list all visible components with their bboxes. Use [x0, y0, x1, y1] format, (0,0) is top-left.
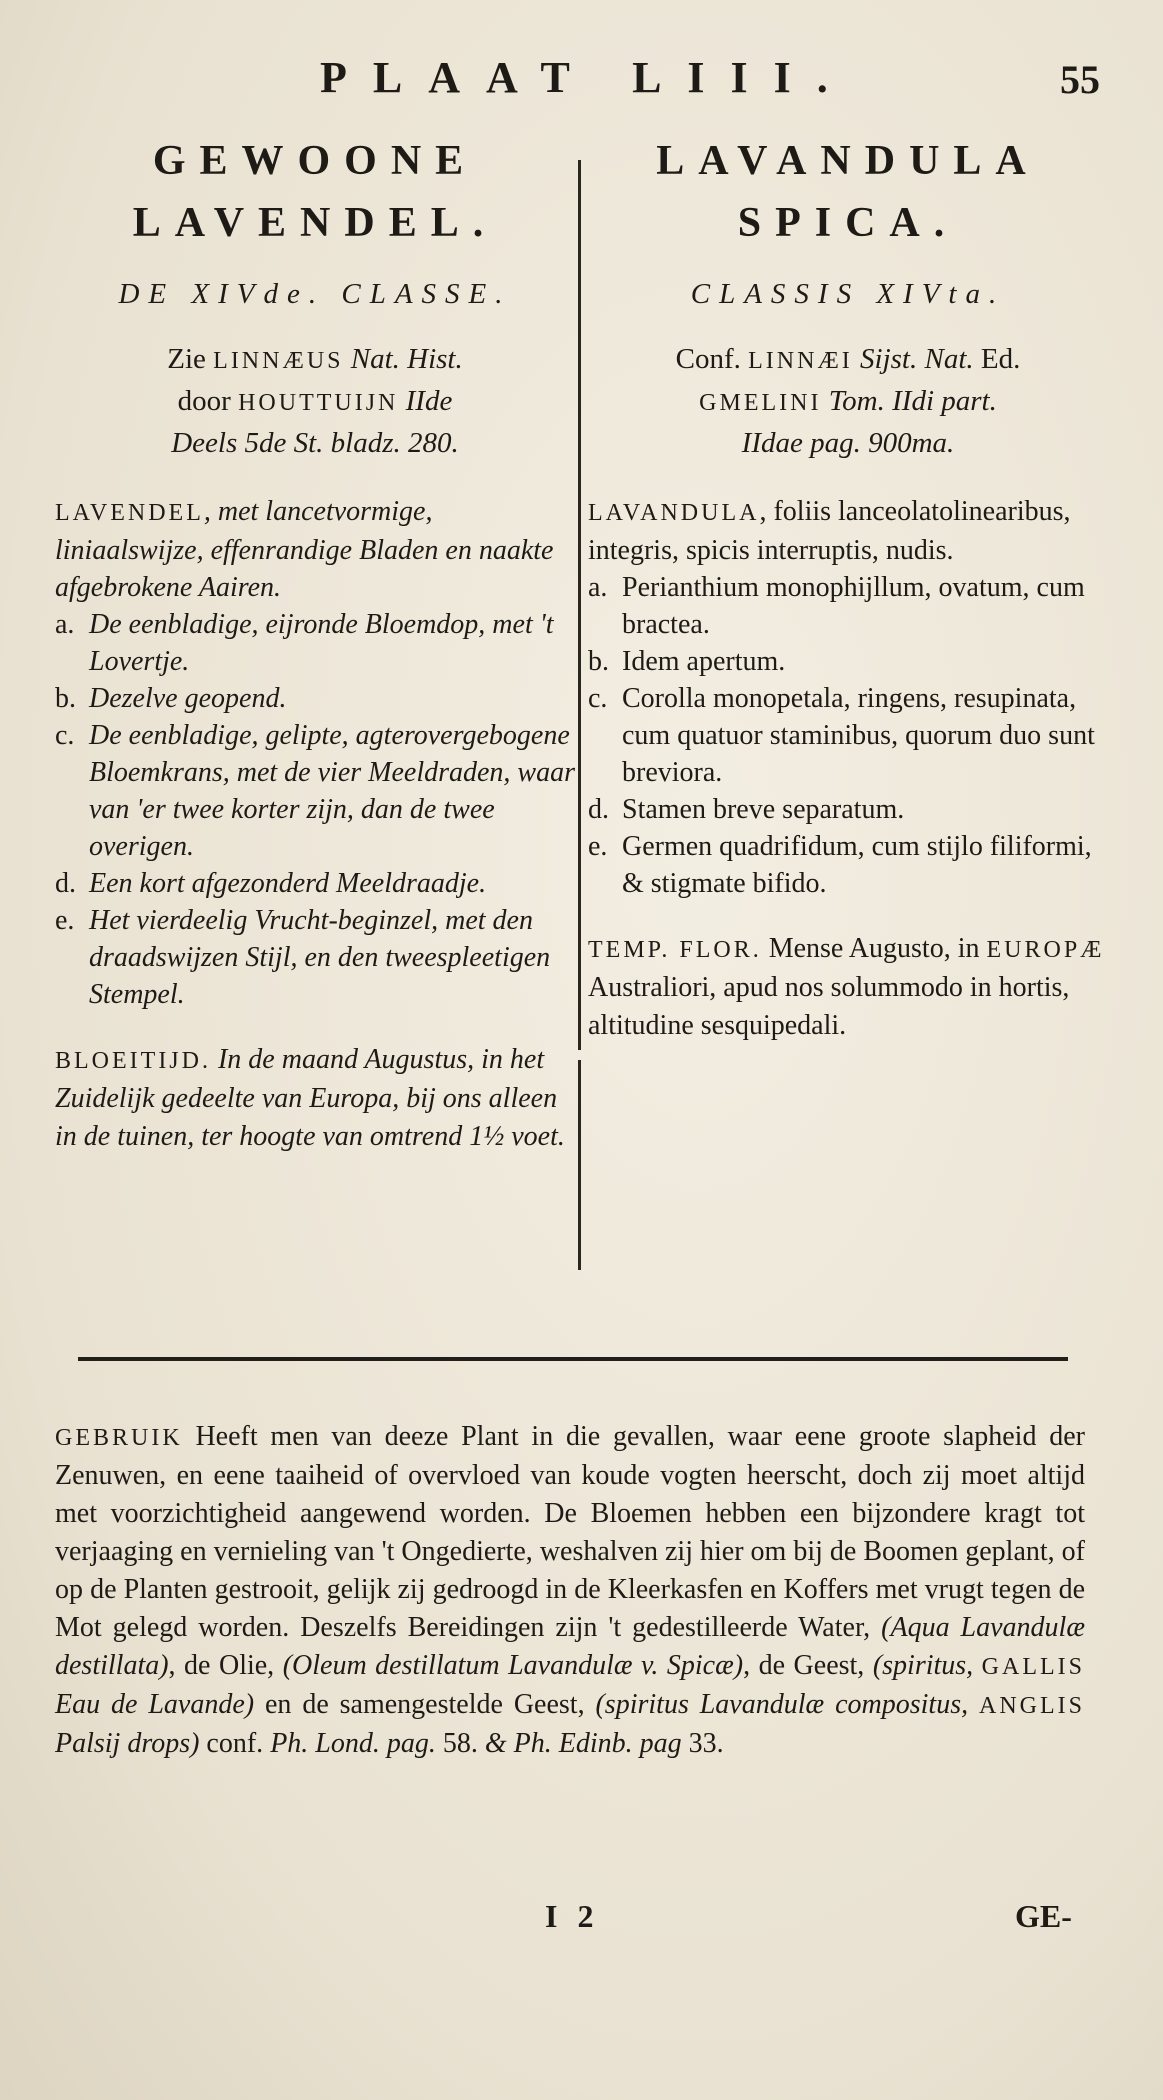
dutch-item-e — [55, 902, 575, 1013]
dutch-item-d — [55, 865, 575, 902]
item-text: Dezelve geopend. — [89, 683, 287, 714]
item-text: Idem apertum. — [622, 646, 786, 677]
item-key: b. — [588, 646, 609, 677]
usage-oleum: (Oleum destillatum Lavandulæ v. Spicæ) — [282, 1650, 744, 1681]
column-divider-lower — [578, 1060, 581, 1270]
item-key: d. — [588, 794, 609, 825]
signature-mark: I 2 — [545, 1898, 600, 1934]
item-key: e. — [588, 831, 608, 862]
usage-text-3: , de Geest, — [743, 1650, 865, 1681]
item-key: a. — [55, 609, 75, 640]
dutch-reference — [55, 339, 575, 463]
latin-flor-europae: EUROPÆ — [986, 937, 1105, 963]
usage-anglis: ANGLIS — [979, 1693, 1085, 1719]
item-key: b. — [55, 683, 76, 714]
dutch-lead-text: , met lancetvormige, liniaalswijze, effenrandige Bladen en naakte afgebrokene Aairen. — [55, 496, 554, 603]
plate-title: PLAAT LIII. — [320, 53, 854, 102]
ref-zie: Zie — [167, 343, 206, 375]
latin-item-e — [588, 828, 1108, 902]
dutch-item-c — [55, 717, 575, 865]
latin-flowering — [588, 930, 1108, 1045]
dutch-description — [55, 493, 575, 1013]
ref-ed: Ed. — [980, 343, 1021, 375]
latin-classe: CLASSIS XIVta. — [690, 278, 1006, 310]
item-key: c. — [588, 683, 608, 714]
latin-description — [588, 493, 1108, 902]
ref-conf: Conf. — [675, 343, 741, 375]
item-key: c. — [55, 720, 75, 751]
usage-ph-lond: Ph. Lond. pag. — [270, 1728, 436, 1759]
dutch-flor-label: BLOEITIJD. — [55, 1048, 211, 1074]
ref-nat-hist: Nat. Hist. — [350, 343, 463, 375]
usage-text-1: Heeft men van deeze Plant in die gevallen, waar eene groote slapheid der Zenuwen, en eene taaiheid of overvloed van koude vogten heerscht, doch zij moet altijd met voorzichtigheid aangewend worden. De Bloemen hebben een bijzondere kragt tot verjaaging en vernieling van 't Ongedierte, weshalven zij hier om bij de Boomen geplant, of op de Planten gestrooit, gelijk zij gedroogd in de Kleerkasfen en Koffers met vrugt tegen de Mot gelegd worden. Deszelfs Bereidingen zijn 't gedestilleerde Water, — [55, 1421, 1085, 1643]
latin-item-b — [588, 643, 1108, 680]
latin-reference — [588, 339, 1108, 463]
dutch-classe: DE XIVde. CLASSE. — [118, 278, 512, 310]
dutch-flowering — [55, 1041, 575, 1156]
dutch-name-line1: GEWOONE — [152, 138, 478, 184]
usage-text-2: , de Olie, — [168, 1650, 275, 1681]
item-text: Stamen breve separatum. — [622, 794, 905, 825]
latin-flor-label: TEMP. FLOR. — [588, 937, 762, 963]
latin-name-line1: LAVANDULA — [656, 138, 1040, 184]
ref-gmelini: GMELINI — [699, 390, 822, 416]
usage-text-7: 33. — [688, 1728, 724, 1759]
ref-deel: IIde — [405, 385, 453, 417]
latin-flor-text-a: Mense Augusto, in — [768, 933, 980, 964]
column-divider — [578, 160, 581, 1050]
usage-ph-edinb: & Ph. Edinb. pag — [484, 1728, 682, 1759]
horizontal-rule — [78, 1357, 1068, 1361]
usage-text-5: conf. — [206, 1728, 264, 1759]
latin-item-c — [588, 680, 1108, 791]
usage-spiritus: (spiritus, — [872, 1650, 974, 1681]
latin-item-d — [588, 791, 1108, 828]
usage-spiritus2: (spiritus Lavandulæ compositus, — [595, 1689, 969, 1720]
latin-lead-word: LAVANDULA — [588, 500, 760, 526]
latin-column — [588, 130, 1108, 1045]
usage-eau: Eau de Lavande) — [55, 1689, 255, 1720]
usage-gallis: GALLIS — [981, 1654, 1085, 1680]
dutch-lead-word: LAVENDEL — [55, 500, 204, 526]
dutch-name-line2: LAVENDEL. — [132, 200, 498, 246]
ref-houttuijn: HOUTTUIJN — [238, 390, 399, 416]
item-key: a. — [588, 572, 608, 603]
item-text: Een kort afgezonderd Meeldraadje. — [89, 868, 487, 899]
ref-line3: Deels 5de St. bladz. 280. — [171, 427, 459, 459]
latin-item-a — [588, 569, 1108, 643]
item-text: Perianthium monophijllum, ovatum, cum bractea. — [622, 572, 1085, 640]
usage-label: GEBRUIK — [55, 1425, 183, 1451]
usage-palsij: Palsij drops) — [55, 1728, 200, 1759]
item-text: Het vierdeelig Vrucht-beginzel, met den draadswijzen Stijl, en den tweespleetigen Stempel. — [89, 905, 551, 1010]
ref-linnaeus: LINNÆUS — [213, 348, 344, 374]
item-text: De eenbladige, eijronde Bloemdop, met 't Lovertje. — [89, 609, 554, 677]
usage-paragraph — [55, 1418, 1085, 1763]
usage-aqua: (Aqua Lavandulæ destillata) — [55, 1612, 1085, 1681]
dutch-lead — [55, 493, 575, 606]
ref-sijst: Sijst. Nat. — [860, 343, 974, 375]
item-key: d. — [55, 868, 76, 899]
ref-line3: IIdae pag. 900ma. — [741, 427, 955, 459]
dutch-column — [55, 130, 575, 1156]
page-number: 55 — [1060, 57, 1100, 102]
ref-tom: Tom. IIdi part. — [828, 385, 997, 417]
item-text: Germen quadrifidum, cum stijlo filiformi, & stigmate bifido. — [622, 831, 1092, 899]
item-text: De eenbladige, gelipte, agterovergebogene Bloemkrans, met de vier Meeldraden, waar van 'er twee korter zijn, dan de twee overigen. — [89, 720, 575, 862]
latin-lead-text: , foliis lanceolatolinearibus, integris, spicis interruptis, nudis. — [588, 496, 1071, 566]
latin-lead — [588, 493, 1108, 569]
usage-text-4: en de samengestelde Geest, — [265, 1689, 585, 1720]
latin-name-line2: SPICA. — [737, 200, 959, 246]
dutch-item-b — [55, 680, 575, 717]
item-key: e. — [55, 905, 75, 936]
dutch-flor-text: In de maand Augustus, in het Zuidelijk gedeelte van Europa, bij ons alleen in de tuinen, ter hoogte van omtrend 1½ voet. — [55, 1044, 565, 1152]
ref-linnaei: LINNÆI — [748, 348, 853, 374]
usage-text-6: 58. — [442, 1728, 478, 1759]
item-text: Corolla monopetala, ringens, resupinata, cum quatuor staminibus, quorum duo sunt breviora. — [622, 683, 1095, 788]
ref-door: door — [177, 385, 231, 417]
catchword: GE- — [1015, 1898, 1072, 1934]
latin-flor-text-b: Australiori, apud nos solummodo in hortis, altitudine sesquipedali. — [588, 972, 1070, 1041]
dutch-item-a — [55, 606, 575, 680]
